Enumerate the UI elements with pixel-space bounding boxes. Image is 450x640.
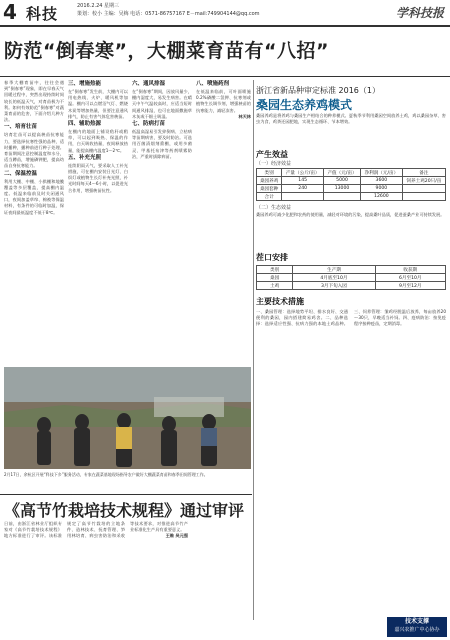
lead-headline: 防范“倒春寒”，大棚菜育苗有“八招” [4, 40, 329, 62]
table-cell: 合计 [257, 193, 282, 201]
table-cell: 桑园养鸡 [257, 177, 282, 185]
table-row [257, 193, 446, 201]
masthead-logo: 学科技报 [395, 6, 444, 20]
lead-subhead-1: 一、培育壮苗 [4, 124, 38, 131]
editor-contact: 策划：校小 主编：吴梅 电话：0571-86757167 E－mail:749904144@qq.com [77, 11, 260, 17]
table-header-cell: 产值（元/亩） [324, 169, 361, 177]
table-cell: 145 [282, 177, 324, 185]
news-photo-image [4, 367, 251, 469]
header-rule [0, 25, 450, 27]
economic-table [256, 168, 446, 201]
news-photo [4, 367, 251, 469]
right-subhead-benefit: 产生效益 [256, 150, 288, 159]
issue-date: 2016.2.24 星期三 [77, 3, 120, 9]
table-row [257, 177, 446, 185]
table-row [257, 266, 446, 274]
table-row [257, 274, 446, 282]
table-cell: 收获期 [375, 266, 445, 274]
lead-subhead-2: 二、保温控温 [4, 170, 38, 177]
table-header-cell: 产量（公斤/亩） [282, 169, 324, 177]
bottom-headline: 《高节竹栽培技术规程》通过审评 [4, 501, 245, 520]
table-cell: 240 [282, 185, 324, 193]
lead-column-3 [132, 80, 192, 363]
table-cell: 6月至10月 [375, 274, 445, 282]
table-cell: 饲养土鸡20只/亩 [402, 177, 445, 185]
lead-para-7: 低温高湿易引发猝倒病、立枯病等苗期病害，要及时防治。可选用百菌清烟剂熏棚，或用多菌灵、甲基托布津等药剂喷雾防治，严重时拔除病苗。 [132, 129, 192, 159]
lead-subhead-6: 六、通风排湿 [132, 81, 166, 87]
lead-para-6: 在“倒春寒”期间，因放风量少，棚内湿度大，易发生病害。在晴天中午气温较高时，应适当短时间通风排湿，也可在地面撒施草木灰或干细土吸湿。 [132, 89, 192, 119]
crop-table [256, 265, 446, 290]
support-subtitle: 嘉兴农推广中心协办 [394, 627, 440, 633]
section-title: 科技 [26, 5, 59, 23]
lead-subhead-3: 三、增施热能 [68, 81, 102, 87]
headline-rule [0, 76, 450, 77]
right-subhead-economic: （一）经济效益 [256, 161, 292, 167]
page-number: 4 [3, 0, 17, 24]
table-row [257, 185, 446, 193]
bottom-author: 王维 吴元强 [165, 533, 188, 539]
lead-subhead-5: 五、补充光照 [68, 154, 102, 161]
table-cell: 12600 [360, 193, 402, 201]
table-cell: 4月底至10月 [293, 274, 375, 282]
lead-column-4 [196, 80, 251, 363]
table-cell [402, 185, 445, 193]
table-cell: 9月至12月 [375, 282, 445, 290]
table-cell: 桑园套种 [257, 185, 282, 193]
lead-para-8: 在低温来临前，可叶面喷施0.2%磷酸二氢钾、抗寒剂或植物生长调节剂，增强秧苗的抗寒能力，减轻冻害。 [196, 89, 251, 113]
lead-para-1: 培育壮苗可以提高秧苗抗寒能力，要选择抗寒性强的品种，适时播种，播种前进行种子处理。育苗期间注意控制温度和水分，适当蹲苗，增施磷钾肥，提高幼苗自身抗寒能力。 [4, 132, 64, 169]
table-header-cell: 类别 [257, 169, 282, 177]
lead-para-3: 在“倒春寒”发生前，大棚内可以用电热线、火炉、暖风机等加温。棚内可以点燃沼气灯、燃烧木炭等增加热量，但要注意通风排气，防止有害气体危害秧苗。 [68, 89, 128, 119]
table-header-cell: 净利润（元/亩） [360, 169, 402, 177]
support-box [387, 617, 447, 637]
page-header [0, 0, 450, 26]
table-cell: 类别 [257, 266, 293, 274]
table-row [257, 282, 446, 290]
table-cell [282, 193, 324, 201]
lead-intro: 春季大棚育苗中，往往会遇到“倒春寒”现象，即在早春天气回暖过程中，突然出现持续时间较长的低温天气，对育苗极为不利。如何有效防范“倒春寒”对蔬菜育苗的危害，下面介绍几种方法。 [4, 80, 64, 123]
lead-para-5: 连续阴雨天气，要采取人工补光措施，可在棚内安装日光灯、白炽灯或植物生长灯补充光照，补光时间每天4～6小时，以促进光合作用，增强秧苗抗性。 [68, 162, 128, 193]
right-kicker: 浙江省新品种审定标准 2016（1） [256, 86, 380, 95]
right-subhead-tech: 主要技术措施 [256, 297, 304, 306]
table-cell: 3月下旬入园 [293, 282, 375, 290]
lead-subhead-8: 八、喷施药剂 [196, 81, 230, 87]
eco-text: 桑园养鸡可减少化肥和农药的使用量，减轻对环境的污染，提高桑叶品质，促进蚕桑产业可持续发展。 [256, 212, 445, 217]
tech-text: 一、桑园管理：选择地势平坦、排水良好、交通便利的桑园，园内搭建简易鸡舍。二、品种选择：选择适应性强、抗病力强的本地土鸡品种。三、饲养管理：雏鸡经脱温后放养，每亩放养20～30只，早晚适当补饲。四、疫病防治：按免疫程序接种疫苗，定期消毒。 [256, 309, 446, 327]
table-cell [324, 193, 361, 201]
right-subhead-eco: （二）生态效益 [256, 205, 292, 211]
table-cell: 3600 [360, 177, 402, 185]
support-title: 技术支撑 [404, 618, 429, 625]
lead-subhead-4: 四、辅助热源 [68, 121, 102, 128]
lead-column-2 [68, 80, 128, 363]
column-divider [253, 80, 254, 620]
table-cell: 桑园 [257, 274, 293, 282]
right-subhead-crop: 茬口安排 [256, 253, 288, 262]
bottom-text: 日前，由浙江省林业厅组织专家对《高节竹栽培技术规程》地方标准进行了审评。该标准规定了高节竹栽培的立地条件、造林技术、抚育管理、笋用林培育、病虫害防治和采收等技术要求，对推进高节竹产业标准化生产具有重要意义。 [4, 521, 188, 539]
table-cell [402, 193, 445, 201]
table-cell: 13000 [324, 185, 361, 193]
lead-para-4: 在棚内的地面上铺设秸秆或稻草，可以起到吸热、保温的作用，白天吸收热量，夜间释放热量，能提高棚内温度1～2℃。 [68, 129, 128, 153]
table-header-cell: 备注 [402, 169, 445, 177]
table-cell: 生产期 [293, 266, 375, 274]
right-intro: 桑园养鸡是将养鸡与桑园生产相结合的种养模式。夏秋季节利用桑园空间放养土鸡，鸡以桑园杂草、害虫为食，鸡粪还园肥地，实现生态循环、节本增效。 [256, 113, 446, 125]
photo-caption: 2月17日，余杭区开展“科技下乡”服务活动，专家在蔬菜基地现场指导农户做好大棚蔬菜育苗和春季田间管理工作。 [4, 472, 208, 477]
table-cell: 9000 [360, 185, 402, 193]
lead-column-1 [4, 80, 64, 363]
lead-para-2: 利用大棚、中棚、小拱棚和地膜覆盖等多层覆盖，提高棚内温度。低温来临前及时关闭通风口，夜间加盖草帘、棉被等保温材料，有条件的可临时加温，保证夜间最低温度不低于8℃。 [4, 178, 64, 215]
lead-author: 林天林 [238, 113, 251, 119]
table-cell: 土鸡 [257, 282, 293, 290]
right-title: 桑园生态养鸡模式 [256, 98, 353, 112]
table-cell: 5000 [324, 177, 361, 185]
table-header-row [257, 169, 446, 177]
bottom-article [4, 521, 251, 633]
lead-subhead-7: 七、防病打苗 [132, 121, 166, 128]
bottom-rule [0, 494, 252, 495]
